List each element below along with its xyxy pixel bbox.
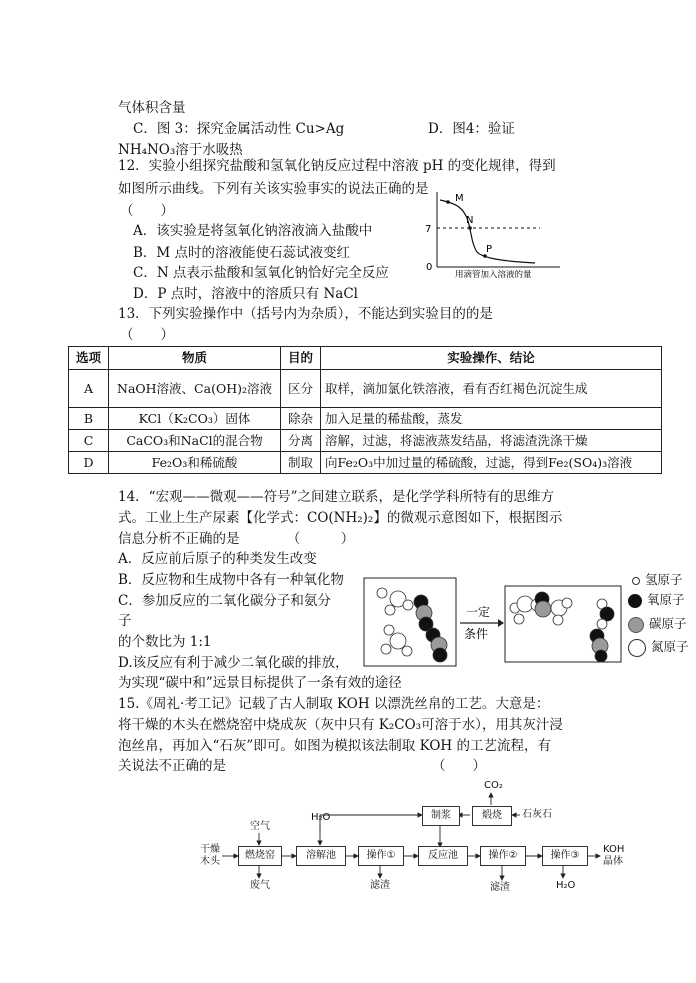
legend-nitrogen: 氮原子 — [628, 637, 689, 657]
header-option: 选项 — [69, 347, 109, 370]
cell-operation: 溶解，过滤，将滤液蒸发结晶，将滤渣洗涤干燥 — [321, 430, 662, 452]
point-n — [468, 226, 472, 230]
q15-stem-line4: 关说法不正确的是 — [118, 758, 226, 774]
q12-option-d: D．P 点时，溶液中的溶质只有 NaCl — [133, 286, 358, 302]
legend-carbon: 碳原子 — [628, 614, 687, 633]
header-operation: 实验操作、结论 — [321, 347, 662, 370]
q14-option-d-line1: D.该反应有利于减少二氧化碳的排放， — [118, 655, 349, 671]
table-row — [69, 408, 662, 430]
q15-answer-paren: （ ） — [432, 758, 486, 774]
cell-purpose: 分离 — [281, 430, 321, 452]
flow-arrows — [190, 775, 650, 895]
arrow-head — [498, 619, 504, 627]
flow-limestone-label: 石灰石 — [522, 809, 552, 820]
flow-reactor-box: 反应池 — [418, 846, 468, 866]
q11-option-d: D．图4：验证 — [428, 121, 515, 137]
q11-option-c: C．图 3：探究金属活动性 Cu>Ag — [133, 121, 345, 137]
flow-residue1-label: 滤渣 — [370, 880, 390, 891]
flow-product-line1: KOH — [603, 844, 625, 855]
cell-option: D — [69, 452, 109, 474]
q15-stem-line2: 将干燥的木头在燃烧窑中烧成灰（灰中只有 K₂CO₃可溶于水），用其灰汁浸 — [118, 717, 563, 733]
flow-product-line2: 晶体 — [603, 856, 623, 867]
q12-answer-paren: （ ） — [120, 203, 174, 219]
header-substance: 物质 — [109, 347, 281, 370]
table-row — [69, 452, 662, 474]
flow-input-line1: 干燥 — [200, 844, 220, 855]
q11-tail-line1: 气体积含量 — [118, 100, 186, 116]
cell-option: B — [69, 408, 109, 430]
q11-tail-line3: NH₄NO₃溶于水吸热 — [118, 142, 243, 158]
flow-exhaust-label: 废气 — [250, 880, 270, 891]
nitrogen-atom-icon — [628, 639, 646, 657]
cell-purpose: 区分 — [281, 370, 321, 408]
graph-label-7: 7 — [425, 224, 432, 235]
q13-stem: 13．下列实验操作中（括号内为杂质），不能达到实验目的的是 — [118, 306, 493, 322]
carbon-atom-icon — [628, 617, 644, 633]
q15-stem-line1: 15.《周礼·考工记》记载了古人制取 KOH 以漂洗丝帛的工艺。大意是： — [118, 696, 550, 712]
flow-air-label: 空气 — [250, 821, 270, 832]
q12-option-a: A．该实验是将氢氧化钠溶液滴入盐酸中 — [133, 223, 373, 239]
cell-option: A — [69, 370, 109, 408]
q13-options-table — [68, 346, 662, 474]
cell-substance: NaOH溶液、Ca(OH)₂溶液 — [109, 370, 281, 408]
cell-substance: Fe₂O₃和稀硫酸 — [109, 452, 281, 474]
graph-x-label: 用滴管加入溶液的量 — [455, 270, 532, 278]
cell-option: C — [69, 430, 109, 452]
flow-residue2-label: 滤渣 — [490, 882, 510, 893]
flow-kiln-box: 燃烧窑 — [238, 846, 282, 866]
ph-curve-graph — [415, 188, 565, 278]
q14-stem-line3: 信息分析不正确的是 （ ） — [118, 531, 355, 547]
q12-stem-line2: 如图所示曲线。下列有关该实验事实的说法正确的是 — [118, 181, 429, 197]
arrow-label-bottom: 条件 — [464, 627, 489, 641]
table-row — [69, 370, 662, 408]
flow-water-in-label: H₂O — [311, 812, 331, 823]
cell-purpose: 除杂 — [281, 408, 321, 430]
q14-option-c-line1: C．参加反应的二氧化碳分子和氨分 — [118, 593, 331, 609]
cell-purpose: 制取 — [281, 452, 321, 474]
table-row — [69, 430, 662, 452]
cell-operation: 取样，滴加氯化铁溶液，看有否红褐色沉淀生成 — [321, 370, 662, 408]
graph-label-n: N — [466, 215, 474, 226]
q13-answer-paren: （ ） — [120, 327, 174, 343]
q14-stem-line1: 14．“宏观——微观——符号”之间建立联系，是化学学科所特有的思维方 — [118, 489, 554, 505]
legend-hydrogen: 氢原子 — [632, 570, 683, 588]
flow-input-line2: 木头 — [200, 856, 220, 867]
cell-substance: KCl（K₂CO₃）固体 — [109, 408, 281, 430]
q14-option-c-line2: 子 — [118, 613, 132, 629]
flow-op3-box: 操作③ — [542, 846, 588, 866]
molecular-reaction-diagram — [362, 576, 624, 668]
q14-option-a: A．反应前后原子的种类发生改变 — [118, 551, 317, 567]
flow-op2-box: 操作② — [480, 846, 526, 866]
graph-label-m: M — [455, 193, 464, 204]
flow-dissolve-box: 溶解池 — [296, 846, 346, 866]
legend-oxygen: 氧原子 — [628, 590, 685, 608]
table-header-row — [69, 347, 662, 370]
oxygen-atom-icon — [628, 594, 642, 608]
q12-option-c: C．N 点表示盐酸和氢氧化钠恰好完全反应 — [133, 265, 389, 281]
cell-operation: 向Fe₂O₃中加过量的稀硫酸，过滤，得到Fe₂(SO₄)₃溶液 — [321, 452, 662, 474]
flow-op1-box: 操作① — [358, 846, 404, 866]
q14-stem-line2: 式。工业上生产尿素【化学式：CO(NH₂)₂】的微观示意图如下，根据图示 — [118, 510, 563, 526]
graph-label-p: P — [486, 244, 493, 255]
point-m — [446, 200, 450, 204]
cell-substance: CaCO₃和NaCl的混合物 — [109, 430, 281, 452]
cell-operation: 加入足量的稀盐酸，蒸发 — [321, 408, 662, 430]
arrow-label-top: 一定 — [466, 605, 491, 619]
flow-water-out-label: H₂O — [556, 880, 576, 891]
flow-slurry-box: 制浆 — [422, 806, 460, 826]
q12-option-b: B．M 点时的溶液能使石蕊试液变红 — [133, 245, 351, 261]
q14-option-b: B．反应物和生成物中各有一种氧化物 — [118, 572, 344, 588]
flow-co2-label: CO₂ — [484, 780, 503, 791]
header-purpose: 目的 — [281, 347, 321, 370]
q15-stem-line3: 泡丝帛，再加入“石灰”即可。如图为模拟该法制取 KOH 的工艺流程，有 — [118, 738, 551, 754]
flow-calcine-box: 煅烧 — [472, 806, 512, 826]
graph-label-0: 0 — [426, 262, 433, 273]
hydrogen-atom-icon — [632, 577, 640, 585]
q14-option-d-line2: 为实现“碳中和”远景目标提供了一条有效的途径 — [118, 675, 402, 691]
q12-stem-line1: 12．实验小组探究盐酸和氢氧化钠反应过程中溶液 pH 的变化规律，得到 — [118, 158, 556, 174]
q14-option-c-line3: 的个数比为 1:1 — [118, 634, 212, 650]
